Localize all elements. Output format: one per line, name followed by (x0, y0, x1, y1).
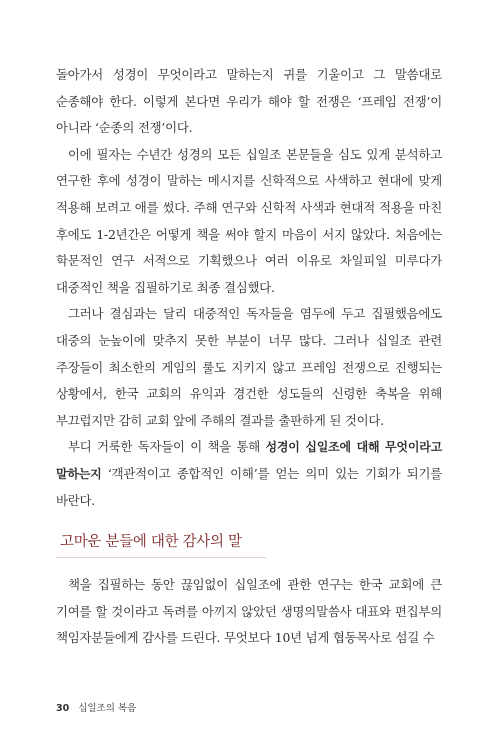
paragraph-2: 이에 필자는 수년간 성경의 모든 십일조 본문들을 심도 있게 분석하고 연구한 후에 성경이 말하는 메시지를 신학적으로 사색하고 현대에 맞게 적용해 보려고 애를 썼다. 주해 연구와 신학적 사색과 현대적 적용을 마친 후에도 1-2년간은 어떻게 책을 써야 할지 마음이 서지 않았다. 처음에는 학문적인 연구 서적으로 기획했으나 여러 이유로 차일피일 미루다가 대중적인 책을 집필하기로 최종 결심했다. (56, 146, 442, 295)
main-text (56, 62, 442, 514)
section-heading-underline (56, 557, 266, 558)
page-footer (56, 700, 136, 714)
paragraph-3: 그러나 결심과는 달리 대중적인 독자들을 염두에 두고 집필했음에도 대중의 눈높이에 맞추지 못한 부분이 너무 많다. 그러나 십일조 관련 주장들이 최소한의 게임의 룰도 지키지 않고 프레임 전쟁으로 진행되는 상황에서, 한국 교회의 유익과 경건한 성도들의 신령한 축복을 위해 부끄럽지만 감히 교회 앞에 주해의 결과를 출판하게 된 것이다. (56, 306, 442, 428)
paragraph-1: 돌아가서 성경이 무엇이라고 말하는지 귀를 기울이고 그 말씀대로 순종해야 한다. 이렇게 본다면 우리가 해야 할 전쟁은 ‘프레임 전쟁’이 아니라 ‘순종의 전쟁’이다. (56, 67, 442, 136)
paragraph-4 (56, 434, 442, 514)
section-paragraph-1: 책을 집필하는 동안 끊임없이 십일조에 관한 연구는 한국 교회에 큰 기여를 할 것이라고 독려를 아끼지 않았던 생명의말씀사 대표와 편집부의 책임자분들에게 감사를 드린다. 무엇보다 10년 넘게 협동목사로 섬길 수 (56, 577, 442, 646)
paragraph-4-start: 부디 거룩한 독자들이 이 책을 통해 (68, 439, 266, 455)
paragraph-4-end: ‘객관적이고 종합적인 이해’를 얻는 의미 있는 기회가 되기를 바란다. (56, 465, 442, 508)
paragraph-4-emphasis: 성경이 십일조에 대해 무엇이라고 말하는지 (56, 440, 442, 481)
section-heading: 고마운 분들에 대한 감사의 말 (60, 534, 242, 550)
section-text (56, 572, 442, 652)
running-title: 십일조의 복음 (78, 703, 137, 714)
page-number: 30 (56, 703, 70, 714)
